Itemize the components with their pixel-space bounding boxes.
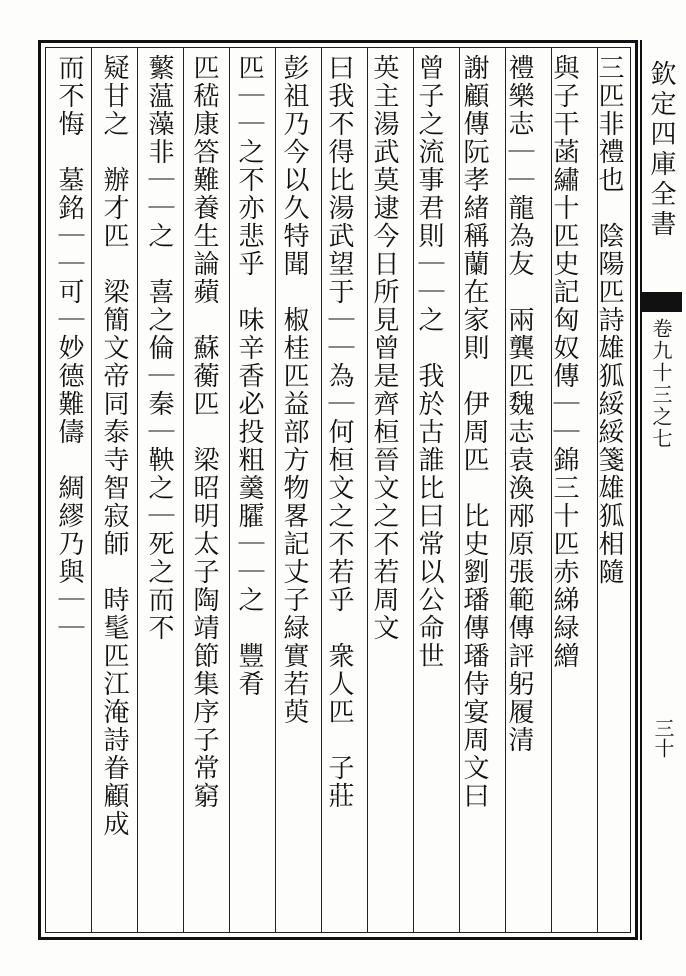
text-column: 匹｜｜之不亦悲乎 味辛香必投粗羹臛｜｜之 豐肴 <box>234 54 264 698</box>
margin-title: 欽定四庫全書 <box>646 60 676 240</box>
text-column: 曾子之流事君則｜｜之 我於古誰比曰常以公命世 <box>414 54 444 670</box>
folio-number: 三十 <box>651 718 675 758</box>
chapter-label: 卷九十三之七 <box>649 318 673 450</box>
text-column: 彭祖乃今以久特聞 椒桂匹益部方物畧記丈子緑實若萸 <box>279 54 309 726</box>
text-column: 曰我不得比湯武望于｜｜為｜何桓文之不若乎 衆人匹 子莊 <box>324 54 354 810</box>
text-column: 三匹非禮也 陰陽匹詩雄狐綏綏箋雄狐相隨 <box>594 54 624 586</box>
text-column: 蘩蕰藻非｜｜之 喜之倫｜秦｜鞅之｜死之而不 <box>144 54 174 642</box>
text-column: 與子干菡繡十匹史記匈奴傳｜｜錦三十匹赤綈緑繒 <box>549 54 579 670</box>
text-column: 疑甘之 辦才匹 梁簡文帝同泰寺智寂師 時髦匹江淹詩眷顧成 <box>99 54 129 838</box>
text-column: 禮樂志｜｜龍為友 兩龔匹魏志袁渙邴原張範傳評躬履清 <box>504 54 534 754</box>
fishtail-mark <box>640 292 682 312</box>
text-column: 英主湯武莫逮今日所見曾是齊桓晉文之不若周文 <box>369 54 399 642</box>
text-column: 而不悔 墓銘｜｜可｜妙德難儔 綢繆乃與｜｜ <box>54 54 84 642</box>
text-column: 謝顧傳阮孝緒稱蘭在家則 伊周匹 比史劉璠傳璠侍宴周文曰 <box>459 54 489 810</box>
text-column: 匹嵇康答難養生論蘋 蘇蘅匹 梁昭明太子陶靖節集序子常窮 <box>189 54 219 810</box>
